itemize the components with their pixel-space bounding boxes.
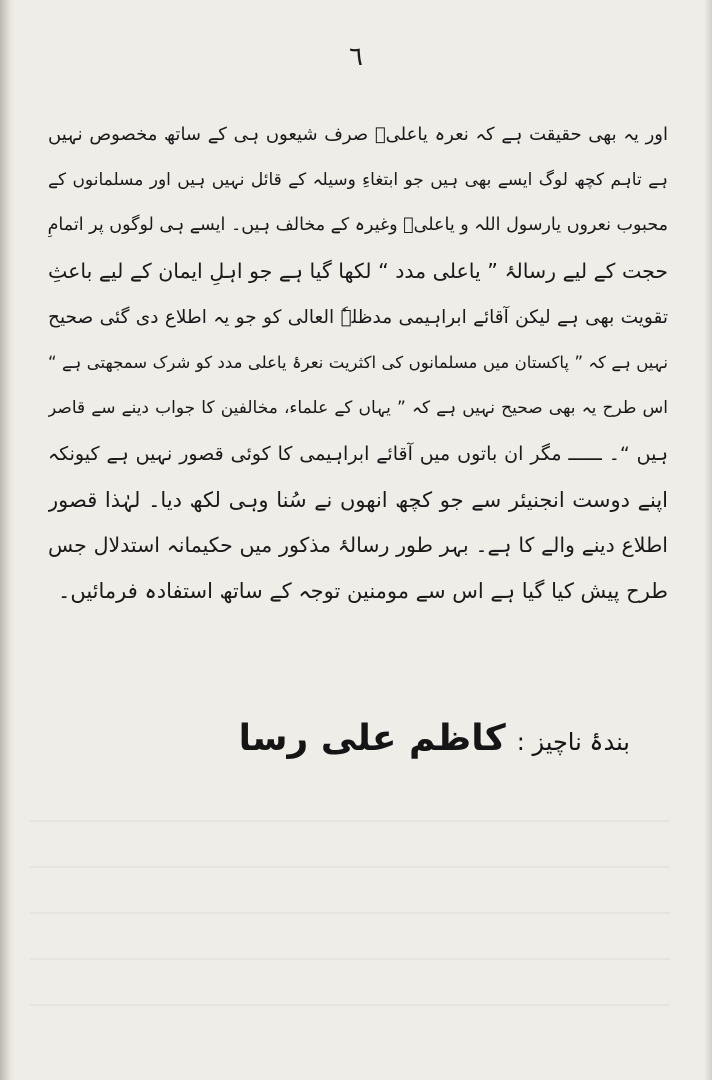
page-number: ٦ xyxy=(349,42,363,72)
text-line-7: اس طرح یہ بھی صحیح نہیں ہے کہ ” یہاں کے علماء، مخالفین کا جواب دینے سے قاصر xyxy=(48,398,668,419)
bleed-through-texture xyxy=(30,790,670,1050)
signature-label: بندۂ ناچیز : xyxy=(516,728,630,756)
text-line-10: اطلاع دینے والے کا ہے۔ بہر طور رسالۂ مذکور میں حکیمانہ استدلال جس xyxy=(48,533,668,558)
body-paragraph xyxy=(48,112,668,615)
signature xyxy=(239,718,630,759)
text-line-5: تقویت بھی ہے لیکن آقائے ابراہیمی مدظلہٗ العالی کو جو یہ اطلاع دی گئی صحیح xyxy=(48,306,668,328)
text-line-1: اور یہ بھی حقیقت ہے کہ نعرہ یاعلیؑ صرف شیعوں ہی کے ساتھ مخصوص نہیں xyxy=(48,124,668,145)
text-line-6: نہیں ہے کہ ” پاکستان میں مسلمانوں کی اکثریت نعرۂ یاعلی مدد کو شرک سمجھتی ہے “ xyxy=(48,353,668,373)
text-line-2: ہے تاہم کچھ لوگ ایسے بھی ہیں جو ابتغاءِ وسیلہ کے قائل نہیں ہیں اور مسلمانوں کے xyxy=(48,169,668,190)
text-line-8: ہیں “۔ ــــــ مگر ان باتوں میں آقائے ابراہیمی کا کوئی قصور نہیں ہے کیونکہ xyxy=(48,442,668,465)
page-edge-shadow xyxy=(704,0,712,1080)
text-line-11: طرح پیش کیا گیا ہے اس سے مومنین توجہ کے ساتھ استفادہ فرمائیں۔ xyxy=(58,578,668,603)
text-line-9: اپنے دوست انجنیئر سے جو کچھ انھوں نے سُنا وہی لکھ دیا۔ لہٰذا قصور xyxy=(48,487,668,512)
signature-name: کاظم علی رسا xyxy=(238,718,506,759)
text-line-3: محبوب نعروں یارسول اللہ و یاعلیؑ وغیرہ کے مخالف ہیں۔ ایسے ہی لوگوں پر اتمامِ xyxy=(48,215,668,236)
spine-shadow xyxy=(0,0,14,1080)
text-line-4: حجت کے لیے رسالۂ ” یاعلی مدد “ لکھا گیا ہے جو اہلِ ایمان کے لیے باعثِ xyxy=(48,259,668,284)
